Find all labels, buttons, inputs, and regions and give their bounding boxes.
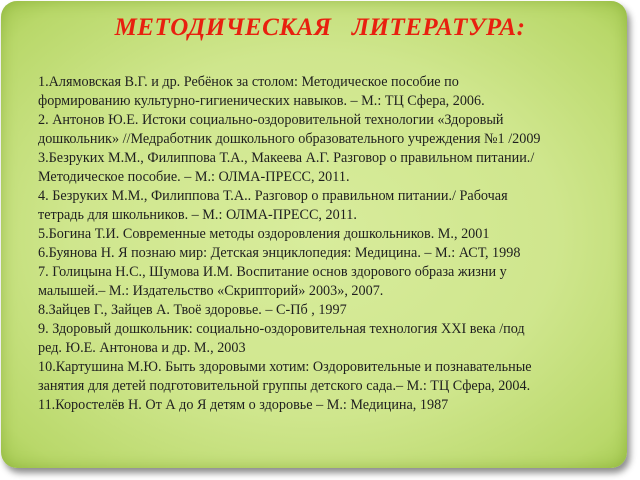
reference-item (38, 111, 610, 149)
reference-item (38, 263, 610, 301)
reference-line: ред. Ю.Е. Антонова и др. М., 2003 (38, 340, 246, 356)
reference-line: 10.Картушина М.Ю. Быть здоровыми хотим: Оздоровительные и познавательные (38, 359, 532, 375)
reference-line: 9. Здоровый дошкольник: социально-оздоровительная технология XXI века /под (38, 321, 525, 337)
reference-item (38, 396, 610, 415)
reference-item (38, 244, 610, 263)
reference-line: 7. Голицына Н.С., Шумова И.М. Воспитание основ здорового образа жизни у (38, 264, 507, 280)
reference-line: 6.Буянова Н. Я познаю мир: Детская энциклопедия: Медицина. – М.: АСТ, 1998 (38, 245, 521, 261)
reference-item (38, 73, 610, 111)
reference-line: 8.Зайцев Г., Зайцев А. Твоё здоровье. – С-Пб , 1997 (38, 302, 347, 318)
reference-item (38, 320, 610, 358)
reference-line: малышей.– М.: Издательство «Скрипторий» 2003», 2007. (38, 283, 384, 299)
reference-line: тетрадь для школьников. – М.: ОЛМА-ПРЕСС, 2011. (38, 207, 357, 223)
reference-list (38, 73, 610, 415)
reference-line: 1.Алямовская В.Г. и др. Ребёнок за столом: Методическое пособие по (38, 74, 459, 90)
reference-line: 11.Коростелёв Н. От А до Я детям о здоровье – М.: Медицина, 1987 (38, 397, 449, 413)
reference-line: дошкольник» //Медработник дошкольного образовательного учреждения №1 /2009 (38, 131, 541, 147)
reference-item (38, 301, 610, 320)
reference-line: занятия для детей подготовительной группы детского сада.– М.: ТЦ Сфера, 2004. (38, 378, 531, 394)
reference-line: 5.Богина Т.И. Современные методы оздоровления дошкольников. М., 2001 (38, 226, 490, 242)
reference-item (38, 149, 610, 187)
reference-item (38, 187, 610, 225)
reference-item (38, 225, 610, 244)
reference-line: формированию культурно-гигиенических навыков. – М.: ТЦ Сфера, 2006. (38, 93, 485, 109)
reference-line: Методическое пособие. – М.: ОЛМА-ПРЕСС, 2011. (38, 169, 350, 185)
reference-item (38, 358, 610, 396)
reference-line: 4. Безруких М.М., Филиппова Т.А.. Разговор о правильном питании./ Рабочая (38, 188, 508, 204)
reference-line: 2. Антонов Ю.Е. Истоки социально-оздоровительной технологии «Здоровый (38, 112, 504, 128)
slide-title: МЕТОДИЧЕСКАЯ ЛИТЕРАТУРА: (114, 14, 526, 41)
reference-line: 3.Безруких М.М., Филиппова Т.А., Макеева А.Г. Разговор о правильном питании./ (38, 150, 535, 166)
